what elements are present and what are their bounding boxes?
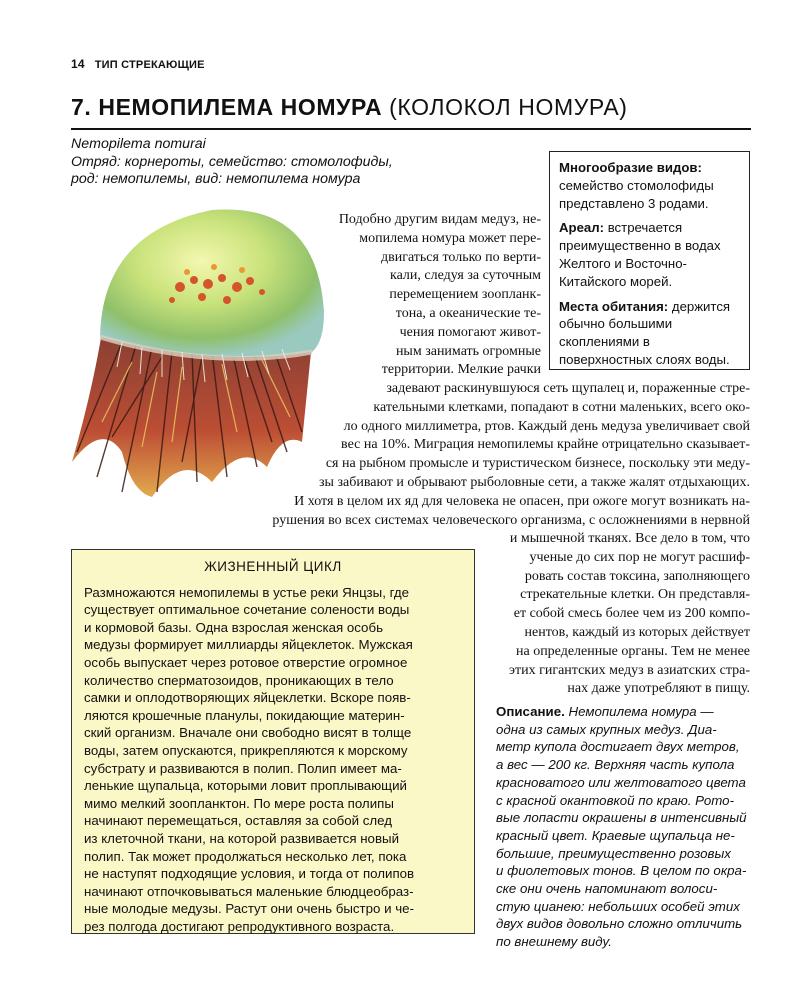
description-line: стую цианею: небольших особей этих [496, 898, 740, 914]
life-cycle-line: ленькие щупальца, которыми ловит проплывающий [84, 778, 407, 794]
description-line: большие, преимущественно розовых [496, 845, 731, 861]
fact-range-text: встречается преимущественно в водах Желтого и Восточно-Китайского морей. [559, 220, 721, 289]
description-line: красноватого или желтоватого цвета [496, 774, 746, 790]
page-number: 14 [71, 57, 85, 71]
text-line: ученые до сих пор не могут расшиф- [529, 549, 750, 565]
text-line: двигаться только по верти- [380, 249, 541, 265]
description-line: с красной окантовкой по краю. Рото- [496, 792, 734, 808]
life-cycle-line: ляются крошечные планулы, покидающие материн- [84, 707, 405, 723]
life-cycle-line: начинают отпочковываться маленькие блюдцеобраз- [84, 883, 414, 899]
description-line: красный цвет. Краевые щупальца не- [496, 827, 735, 843]
facts-sidebar [549, 151, 750, 370]
life-cycle-line: количество сперматозоидов, проникающих в тело [84, 672, 394, 688]
life-cycle-line: рез полгода достигают репродуктивного возраста. [84, 918, 395, 934]
life-cycle-line: не наступят подходящие условия, и тогда от полипов [84, 866, 415, 882]
description-first: Немопилема номура — [568, 704, 714, 719]
text-line: нах даже употребляют в пищу. [567, 681, 750, 697]
life-cycle-line: медузы формирует миллиарды яйцеклеток. Мужская [84, 637, 413, 653]
life-cycle-line: Размножаются немопилемы в устье реки Янцзы, где [84, 584, 410, 600]
latin-name: Nemopilema nomurai [71, 136, 206, 152]
description-line: ске они очень напоминают волоси- [496, 881, 718, 897]
text-line: чения помогают живот- [399, 324, 541, 340]
life-cycle-line: из клеточной ткани, на которой развивается новый [84, 830, 399, 846]
life-cycle-line: ные молодые медузы. Растут они очень быстро и че- [84, 901, 415, 917]
text-line: ло одного миллиметра, ртов. Каждый день медуза увеличивает свой [343, 418, 750, 434]
text-line: стрекательные клетки. Он представля- [520, 587, 750, 603]
description-first-line [496, 703, 754, 721]
text-line: рушения во всех системах человеческого организма, с осложнениями в нервной [272, 512, 750, 528]
fact-habitat-text: держится обычно большими скоплениями в поверхностных слоях воды. [559, 298, 731, 367]
text-line: территории. Мелкие рачки [381, 362, 541, 378]
fact-diversity-text: семейство стомолофиды представлено 3 родами. [559, 177, 714, 211]
page-title [71, 94, 751, 121]
text-line: задевают раскинувшуюся сеть щупалец и, пораженные стре- [386, 381, 750, 396]
text-line: ет собой смесь более чем из 200 компо- [513, 606, 750, 622]
taxonomy-line-1: Отряд: корнероты, семейство: стомолофиды, [71, 153, 393, 170]
description-line: метр купола достигает двух метров, [496, 739, 740, 755]
text-line: перемещением зоопланк- [389, 287, 541, 303]
text-line: ровать состав токсина, заполняющего [524, 568, 750, 584]
fact-habitat [559, 298, 740, 369]
running-head [71, 57, 205, 71]
description-line: и фиолетовых тонов. В целом по окра- [496, 863, 747, 879]
life-cycle-line: начинают перемещаться, оставляя за собой след [84, 813, 392, 829]
text-line: кательными клетками, попадают в сотни маленьких, всего око- [373, 399, 750, 415]
text-line: зы забивают и обрывают рыболовные сети, а также жалят отдыхающих. [319, 474, 750, 490]
description-line: двух видов довольно сложно отличить [496, 916, 743, 932]
life-cycle-line: самки и оплодотворяющих яйцеклетки. Вскоре появ- [84, 690, 411, 706]
text-line: ся на рыбном промысле и туристическом бизнесе, поскольку эти меду- [325, 456, 750, 472]
text-line: мопилема номура может пере- [359, 230, 541, 246]
life-cycle-line: полип. Так может продолжаться несколько лет, пока [84, 848, 407, 864]
text-line: И хотя в целом их яд для человека не опасен, при ожоге могут возникать на- [294, 493, 750, 509]
title-divider [71, 128, 751, 130]
description-line: а вес — 200 кг. Верхняя часть купола [496, 757, 735, 773]
text-line: Подобно другим видам медуз, не- [338, 212, 541, 227]
taxonomy-line-2: род: немопилемы, вид: немопилема номура [71, 171, 361, 187]
description-label: Описание. [496, 704, 565, 719]
fact-diversity [559, 159, 740, 212]
fact-habitat-label: Места обитания: [559, 298, 669, 314]
text-line: на определенные органы. Тем не менее [515, 643, 750, 659]
fact-range [559, 219, 740, 290]
main-text-wrap [300, 211, 541, 380]
life-cycle-line: существует оптимальное сочетание солености воды [84, 602, 410, 618]
life-cycle-line: субстрату и развиваются в полип. Полип имеет ма- [84, 760, 402, 776]
title-alt: (КОЛОКОЛ НОМУРА) [389, 94, 628, 120]
fact-diversity-label: Многообразие видов: [559, 160, 702, 175]
text-line: тона, а океанические те- [395, 305, 541, 321]
fact-range-label: Ареал: [559, 220, 605, 236]
text-line: ным занимать огромные [395, 343, 541, 359]
life-cycle-line: воды, затем опускаются, прикрепляются к морскому [84, 742, 408, 758]
description-line: по внешнему виду. [496, 934, 612, 950]
section-name: ТИП СТРЕКАЮЩИЕ [94, 59, 205, 71]
life-cycle-heading: ЖИЗНЕННЫЙ ЦИКЛ [204, 559, 342, 574]
text-line: этих гигантских медуз в азиатских стра- [508, 662, 750, 678]
description-block [496, 703, 754, 951]
title-main: 7. НЕМОПИЛЕМА НОМУРА [71, 94, 383, 120]
life-cycle-line: и кормовой базы. Одна взрослая женская особь [84, 619, 383, 635]
taxonomy-block [71, 136, 471, 189]
life-cycle-box [71, 549, 475, 934]
life-cycle-line: мимо мелкий зоопланктон. По мере роста полипы [84, 795, 394, 811]
text-line: вес на 10%. Миграция немопилемы крайне отрицательно сказывает- [341, 437, 750, 453]
life-cycle-line: особь выпускает через ротовое отверстие огромное [84, 654, 408, 670]
description-line: вые лопасти окрашены в интенсивный [496, 810, 747, 826]
description-line: одна из самых крупных медуз. Диа- [496, 721, 717, 737]
life-cycle-line: ский организм. Вначале они свободно висят в толще [84, 725, 412, 741]
text-line: кали, следуя за суточным [390, 268, 541, 284]
text-line: и мышечной тканях. Все дело в том, что [509, 531, 750, 546]
main-text-column [490, 530, 750, 699]
text-line: нентов, каждый из которых действует [524, 624, 750, 640]
main-text-full [220, 380, 750, 530]
